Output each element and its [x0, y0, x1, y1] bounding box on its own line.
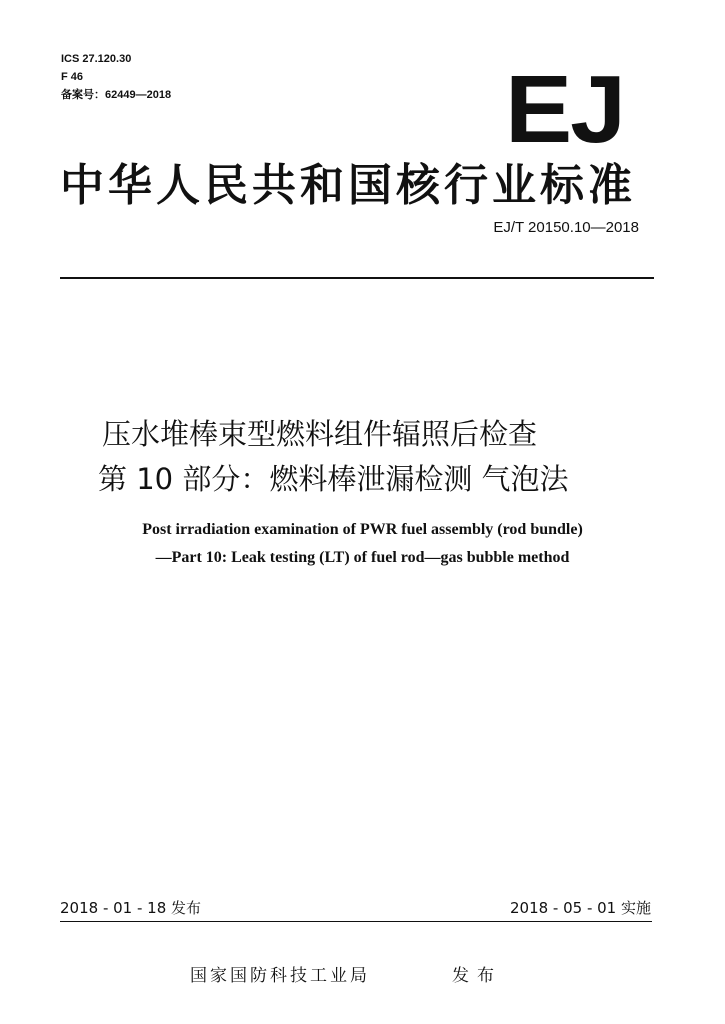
issuing-action: 发布 — [452, 966, 502, 986]
english-title-line-2: —Part 10: Leak testing (LT) of fuel rod—gas bubble method — [155, 549, 570, 566]
classification-code: F 46 — [61, 71, 84, 83]
chinese-title-line-1: 压水堆棒束型燃料组件辐照后检查 — [102, 417, 538, 451]
implementation-date: 2018 - 05 - 01 实施 — [509, 899, 651, 917]
issuing-authority: 国家国防科技工业局 — [190, 966, 370, 986]
english-title-line-1: Post irradiation examination of PWR fuel assembly (rod bundle) — [142, 521, 583, 538]
ics-code: ICS 27.120.30 — [61, 53, 132, 65]
chinese-title-line-2: 第 10 部分：燃料棒泄漏检测 气泡法 — [98, 462, 569, 496]
standard-category-title: 中华人民共和国核行业标准 — [60, 160, 636, 211]
footer-divider — [60, 921, 652, 922]
standard-number: EJ/T 20150.10—2018 — [493, 219, 639, 236]
record-number: 备案号：62449—2018 — [61, 89, 172, 101]
issue-date: 2018 - 01 - 18 发布 — [60, 899, 202, 917]
ej-logo: EJ — [505, 56, 625, 163]
header-divider — [60, 277, 654, 279]
